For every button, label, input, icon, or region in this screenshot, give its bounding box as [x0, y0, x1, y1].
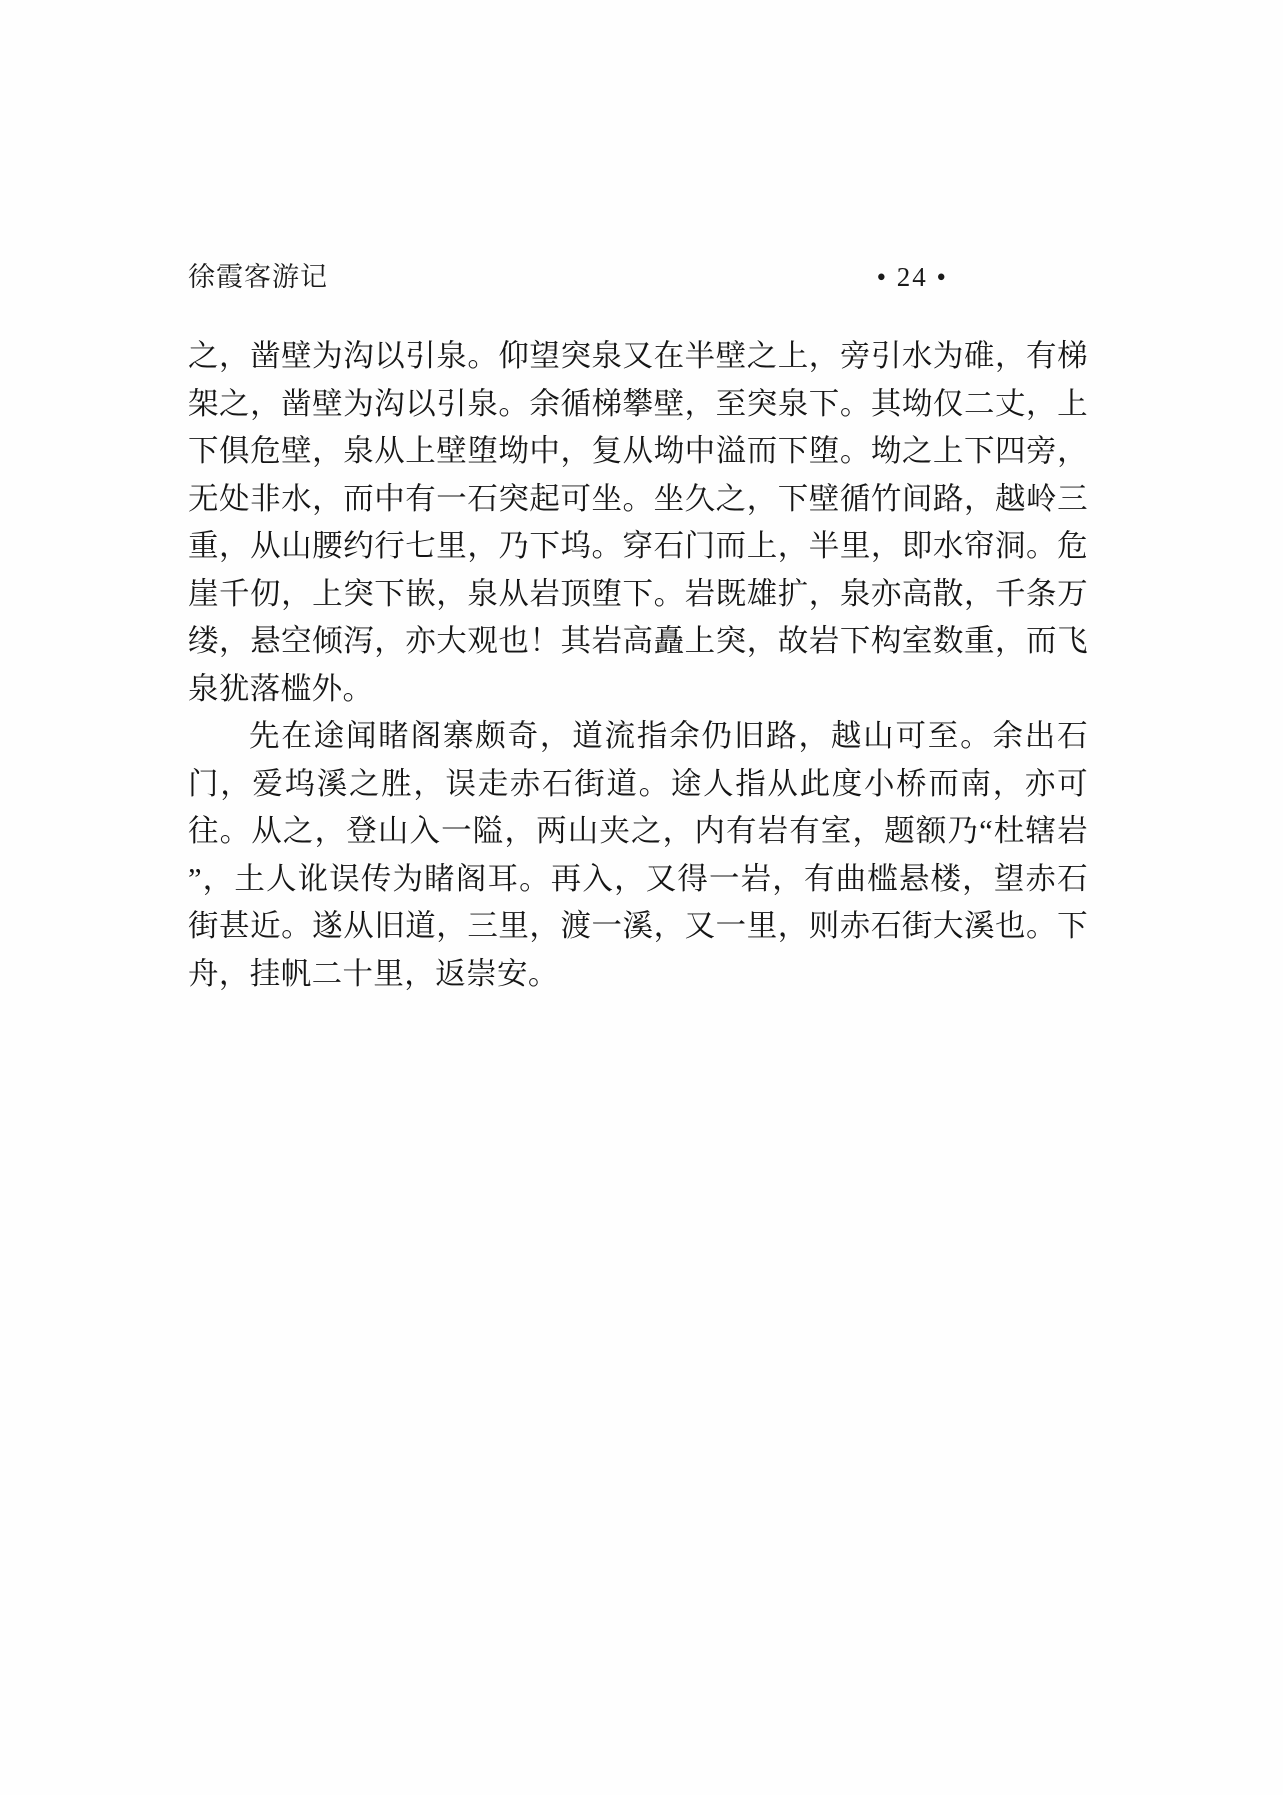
body-text — [188, 333, 1088, 998]
paragraph: 之，凿壁为沟以引泉。仰望突泉又在半壁之上，旁引水为碓，有梯架之，凿壁为沟以引泉。余循梯攀壁，至突泉下。其坳仅二丈，上下俱危壁，泉从上壁堕坳中，复从坳中溢而下堕。坳之上下四旁，无处非水，而中有一石突起可坐。坐久之，下壁循竹间路，越岭三重，从山腰约行七里，乃下坞。穿石门而上，半里，即水帘洞。危崖千仞，上突下嵌，泉从岩顶堕下。岩既雄扩，泉亦高散，千条万缕，悬空倾泻，亦大观也！其岩高矗上突，故岩下构室数重，而飞泉犹落槛外。 — [188, 339, 1088, 706]
running-header — [188, 255, 1088, 295]
book-title: 徐霞客游记 — [188, 262, 328, 292]
page-number: • 24 • — [876, 262, 948, 292]
paragraph: 先在途闻睹阁寨颇奇，道流指余仍旧路，越山可至。余出石门，爱坞溪之胜，误走赤石街道。途人指从此度小桥而南，亦可往。从之，登山入一隘，两山夹之，内有岩有室，题额乃“杜辖岩 ”，土人讹误传为睹阁耳。再入，又得一岩，有曲槛悬楼，望赤石街甚近。遂从旧道，三里，渡一溪，又一里，则赤石街大溪也。下舟，挂帆二十里，返崇安。 — [188, 719, 1088, 991]
page-content-area — [188, 255, 1088, 998]
